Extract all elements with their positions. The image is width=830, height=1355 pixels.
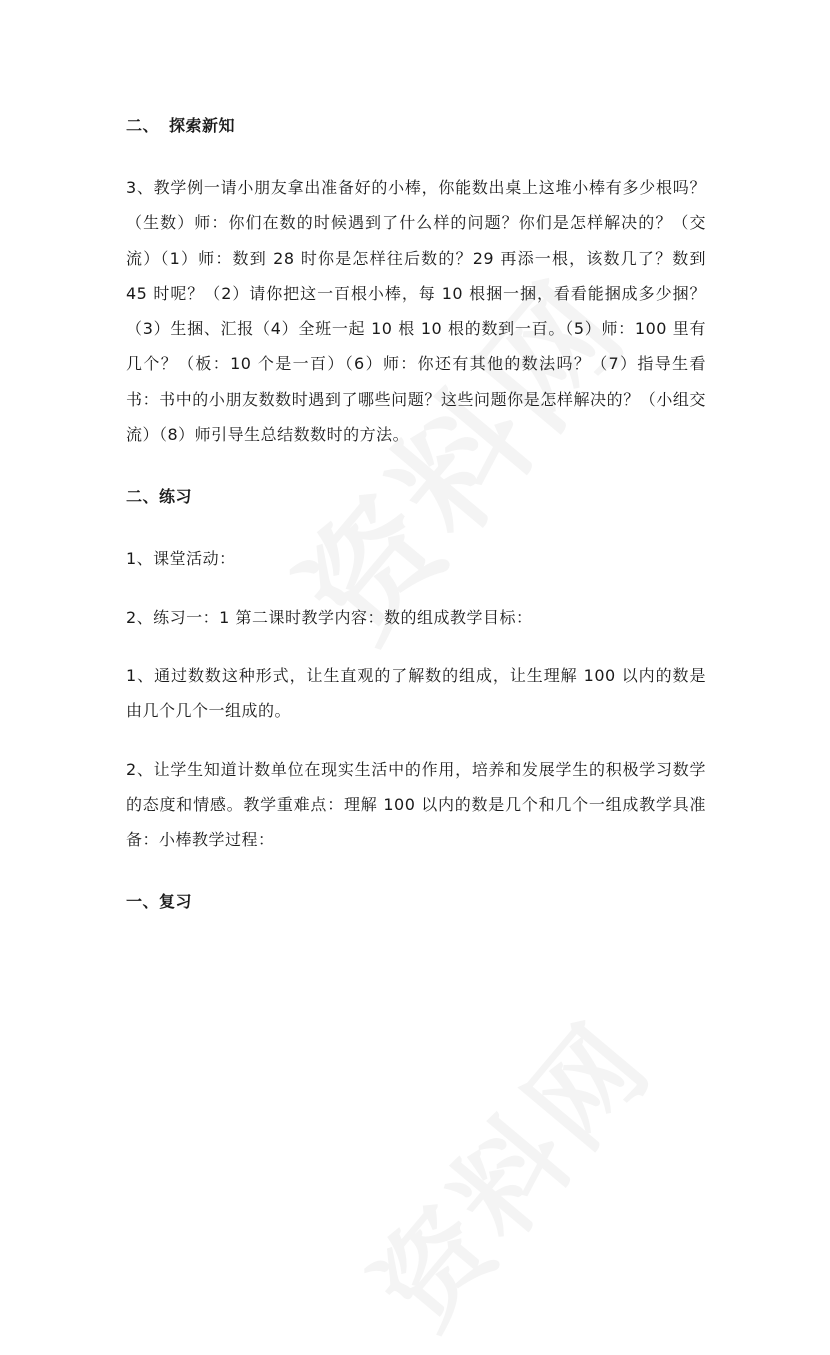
section-heading-practice: 二、练习 — [126, 487, 193, 507]
section-heading-explore: 二、 探索新知 — [126, 116, 236, 135]
paragraph-exercise-one: 2、练习一：1 第二课时教学内容：数的组成教学目标： — [126, 607, 533, 627]
paragraph-goal-one: 1、通过数数这种形式，让生直观的了解数的组成，让生理解 100 以内的数是由几个几个一组成的。 — [126, 665, 706, 721]
paragraph-goal-two: 2、让学生知道计数单位在现实生活中的作用，培养和发展学生的积极学习数学的态度和情感。教学重难点：理解 100 以内的数是几个和几个一组成教学具准备：小棒教学过程： — [126, 759, 706, 850]
paragraph-class-activity: 1、课堂活动： — [126, 549, 236, 569]
paragraph-example-one: 3、教学例一请小朋友拿出准备好的小棒，你能数出桌上这堆小棒有多少根吗？（生数）师：你们在数的时候遇到了什么样的问题？你们是怎样解决的？（交流）（1）师：数到 28 时你是怎样往后数的？29 再添一根，该数几了？数到 45 时呢？（2）请你把这一百根小棒，每 10 根捆一捆，看看能捆成多少捆？（3）生捆、汇报（4）全班一起 10 根 10 根的数到一百。（5）师：100 里有几个？（板：10 个是一百）（6）师：你还有其他的数法吗？（7）指导生看书：书中的小朋友数数时遇到了哪些问题？这些问题你是怎样解决的？（小组交流）（8）师引导生总结数数时的方法。 — [126, 178, 706, 445]
document-body — [126, 104, 706, 924]
section-heading-review: 一、复习 — [126, 892, 193, 912]
watermark — [333, 983, 682, 1355]
